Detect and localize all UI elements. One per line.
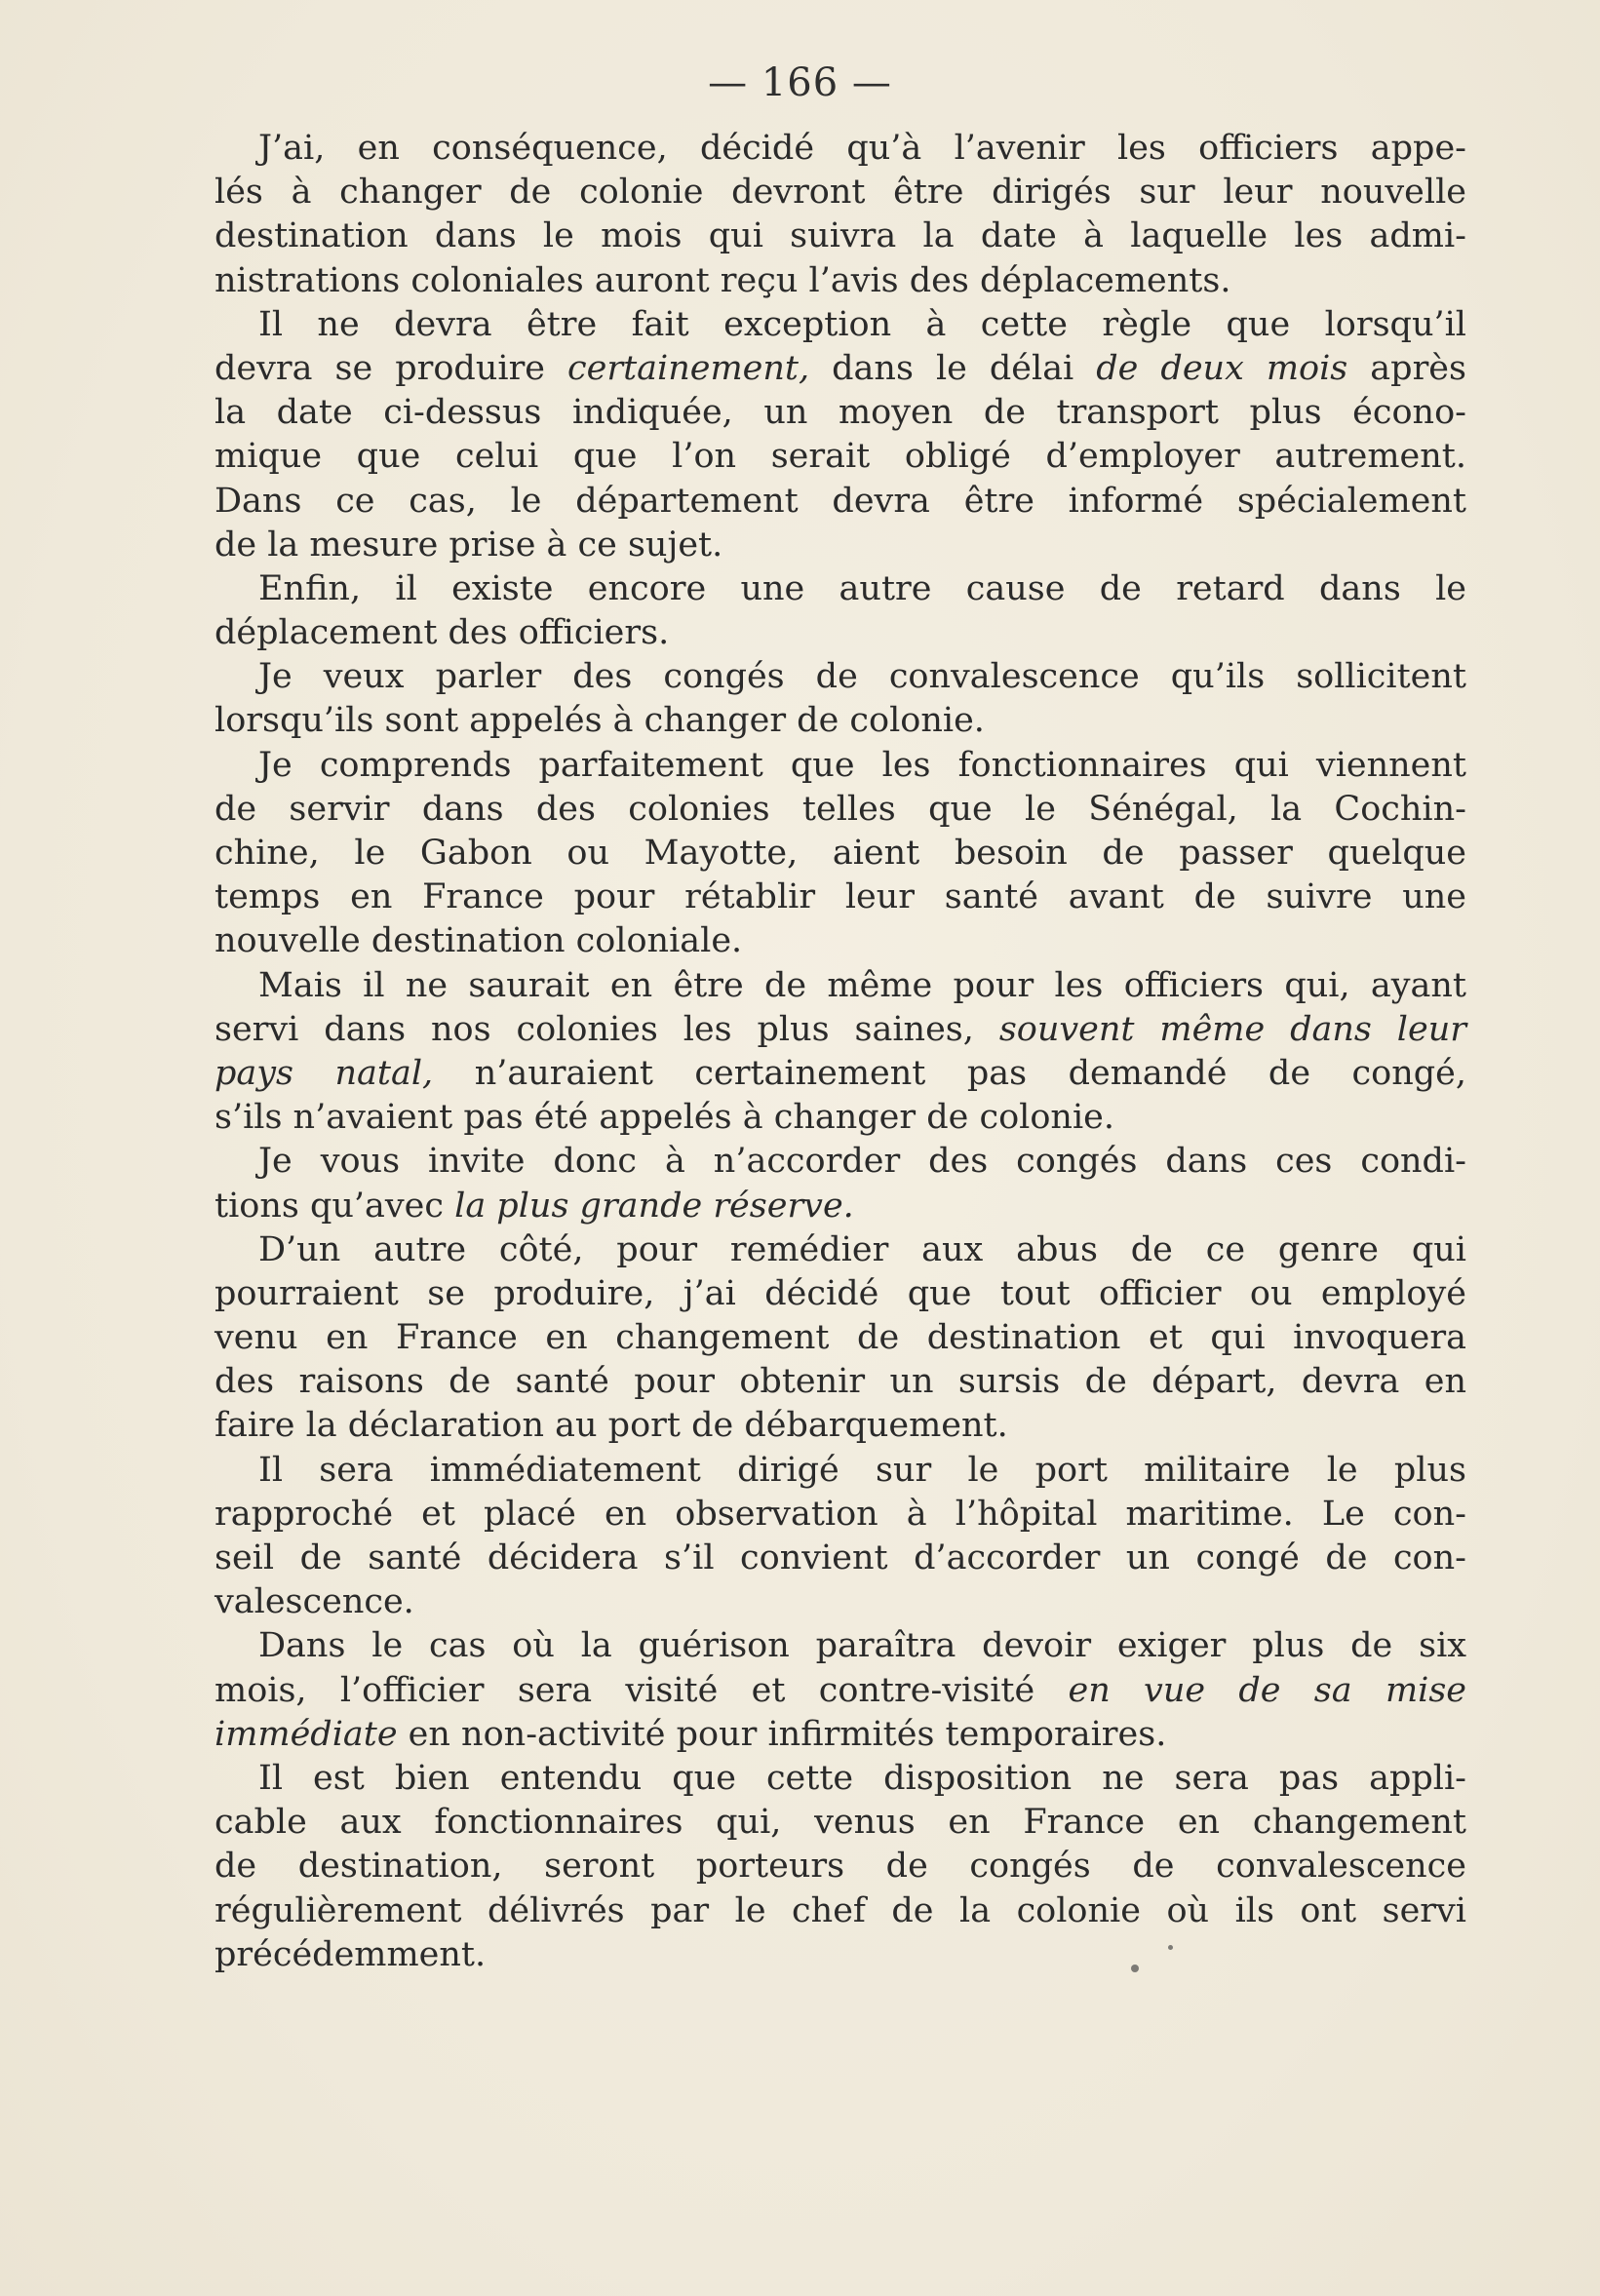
text-line: venu en France en changement de destination et qui invoquera <box>215 1318 1466 1358</box>
text-line: lés à changer de colonie devront être dirigés sur leur nouvelle <box>215 173 1466 213</box>
ink-speck <box>1168 1945 1173 1950</box>
text-line: Il ne devra être fait exception à cette règle que lorsqu’il <box>258 304 1466 344</box>
paragraph <box>215 1140 1466 1227</box>
emphasis: souvent même dans leur <box>998 1009 1466 1049</box>
emphasis: la plus grande réserve. <box>454 1186 854 1226</box>
text-line: Il sera immédiatement dirigé sur le port militaire le plus <box>258 1450 1466 1490</box>
text-line: seil de santé décidera s’il convient d’accorder un congé de con- <box>215 1538 1466 1577</box>
paragraph <box>215 1624 1466 1757</box>
text-line: nistrations coloniales auront reçu l’avis des déplacements. <box>215 260 1231 300</box>
paragraph <box>215 964 1466 1141</box>
paragraph <box>215 655 1466 743</box>
paragraph <box>215 567 1466 655</box>
text-line: destination dans le mois qui suivra la date à laquelle les admi- <box>215 216 1466 256</box>
text-line: nouvelle destination coloniale. <box>215 921 743 961</box>
paragraph <box>215 303 1466 567</box>
text-line: faire la déclaration au port de débarquement. <box>215 1406 1008 1446</box>
text-line: valescence. <box>215 1582 414 1622</box>
text-line: Il est bien entendu que cette disposition ne sera pas appli- <box>258 1758 1466 1798</box>
text-line: de servir dans des colonies telles que le Sénégal, la Cochin- <box>215 789 1466 829</box>
paragraph <box>215 744 1466 964</box>
paragraph <box>215 127 1466 303</box>
text-line: lorsqu’ils sont appelés à changer de colonie. <box>215 701 985 741</box>
text-line: J’ai, en conséquence, décidé qu’à l’avenir les officiers appe- <box>258 129 1466 168</box>
ink-speck <box>1131 1965 1139 1972</box>
page-number: — 166 — <box>708 60 892 105</box>
text-line: de destination, seront porteurs de congés de convalescence <box>215 1847 1466 1887</box>
paragraph <box>215 1228 1466 1449</box>
text-line: déplacement des officiers. <box>215 613 670 653</box>
text-line: temps en France pour rétablir leur santé avant de suivre une <box>215 877 1466 917</box>
emphasis: immédiate <box>215 1714 398 1754</box>
paragraph <box>215 1449 1466 1625</box>
text-line: Mais il ne saurait en être de même pour les officiers qui, ayant <box>258 965 1466 1005</box>
emphasis: pays natal, <box>215 1053 434 1093</box>
text-line: immédiate en non-activité pour infirmités temporaires. <box>215 1714 1167 1754</box>
text-line: régulièrement délivrés par le chef de la colonie où ils ont servi <box>215 1890 1466 1930</box>
body-text <box>215 127 1466 1977</box>
text-line: chine, le Gabon ou Mayotte, aient besoin de passer quelque <box>215 834 1466 873</box>
text-line: Je veux parler des congés de convalescence qu’ils sollicitent <box>258 657 1466 697</box>
text-line: Dans ce cas, le département devra être informé spécialement <box>215 481 1466 521</box>
emphasis: en vue de sa mise <box>1068 1670 1466 1710</box>
text-line: s’ils n’avaient pas été appelés à changer de colonie. <box>215 1098 1115 1138</box>
text-line: Enfin, il existe encore une autre cause de retard dans le <box>258 568 1466 608</box>
emphasis: de deux mois <box>1096 348 1348 388</box>
text-line: D’un autre côté, pour remédier aux abus de ce genre qui <box>258 1229 1466 1269</box>
text-line: pourraient se produire, j’ai décidé que tout officier ou employé <box>215 1273 1466 1313</box>
text-line: pays natal, n’auraient certainement pas demandé de congé, <box>215 1053 1467 1093</box>
text-line: devra se produire certainement, dans le délai de deux mois après <box>215 348 1466 388</box>
text-line: des raisons de santé pour obtenir un sursis de départ, devra en <box>215 1362 1466 1402</box>
text-line: rapproché et placé en observation à l’hôpital maritime. Le con- <box>215 1494 1466 1534</box>
text-line: Dans le cas où la guérison paraîtra devoir exiger plus de six <box>258 1626 1466 1666</box>
text-line: cable aux fonctionnaires qui, venus en France en changement <box>215 1803 1466 1843</box>
text-line: servi dans nos colonies les plus saines, souvent même dans leur <box>215 1009 1466 1049</box>
text-line: précédemment. <box>215 1934 487 1974</box>
emphasis: certainement, <box>567 348 810 388</box>
text-line: Je vous invite donc à n’accorder des congés dans ces condi- <box>258 1142 1466 1182</box>
text-line: de la mesure prise à ce sujet. <box>215 525 723 564</box>
text-line: Je comprends parfaitement que les fonctionnaires qui viennent <box>258 745 1466 785</box>
text-line: mois, l’officier sera visité et contre-visité en vue de sa mise <box>215 1670 1466 1710</box>
text-line: la date ci-dessus indiquée, un moyen de transport plus écono- <box>215 393 1466 433</box>
text-line: mique que celui que l’on serait obligé d’employer autrement. <box>215 437 1466 477</box>
paragraph <box>215 1757 1466 1977</box>
text-line: tions qu’avec la plus grande réserve. <box>215 1186 854 1226</box>
